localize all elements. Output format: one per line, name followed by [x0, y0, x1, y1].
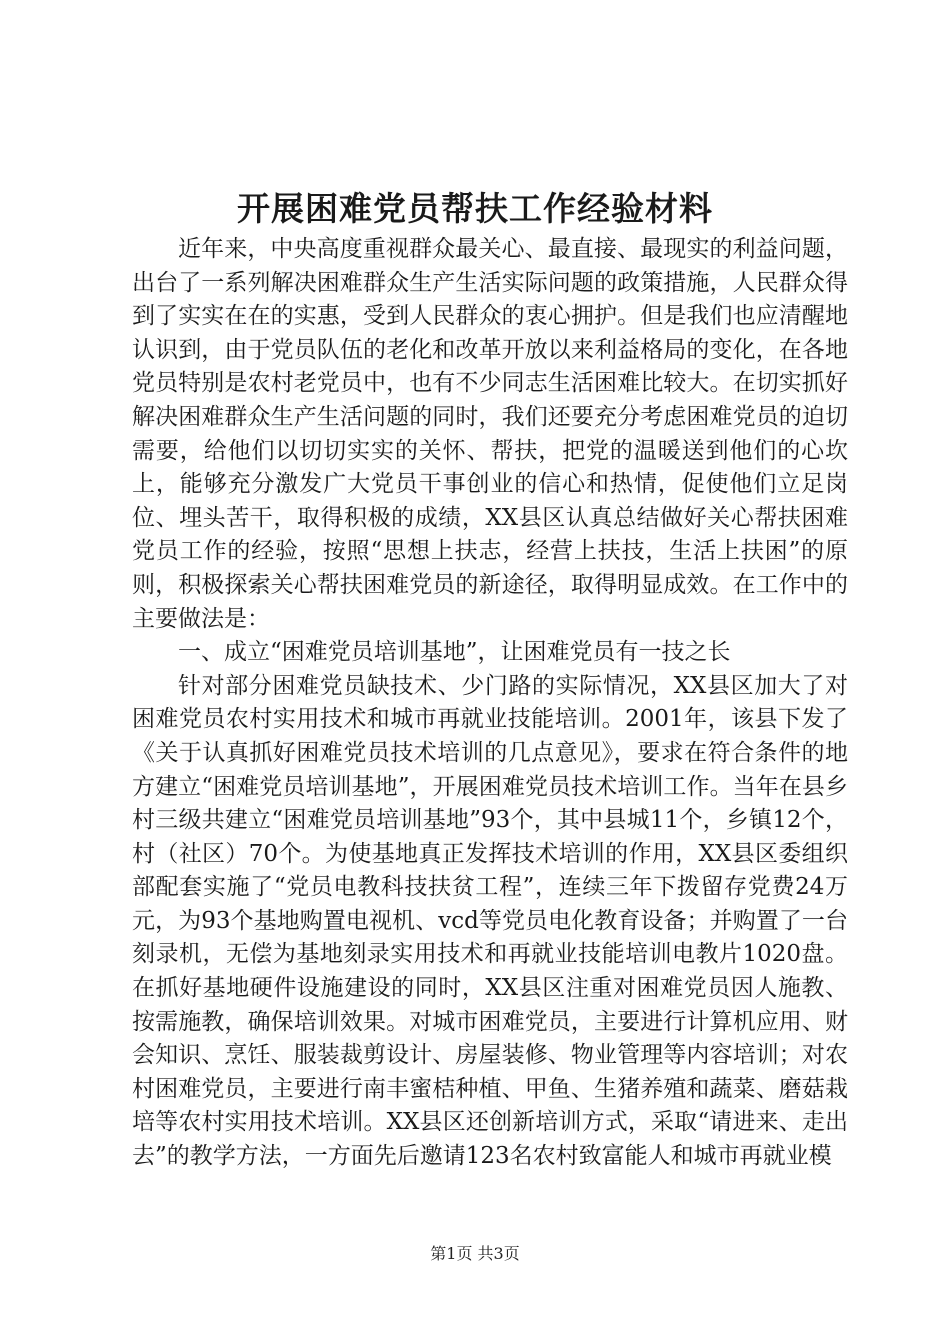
document-title: 开展困难党员帮扶工作经验材料	[237, 189, 713, 228]
paragraph-intro: 近年来，中央高度重视群众最关心、最直接、最现实的利益问题，出台了一系列解决困难群众生产生活实际问题的政策措施，人民群众得到了实实在在的实惠，受到人民群众的衷心拥护。但是我们也应清醒地认识到，由于党员队伍的老化和改革开放以来利益格局的变化，在各地党员特别是农村老党员中，也有不少同志生活困难比较大。在切实抓好解决困难群众生产生活问题的同时，我们还要充分考虑困难党员的迫切需要，给他们以切切实实的关怀、帮扶，把党的温暖送到他们的心坎上，能够充分激发广大党员干事创业的信心和热情，促使他们立足岗位、埋头苦干，取得积极的成绩，XX县区认真总结做好关心帮扶困难党员工作的经验，按照“思想上扶志，经营上扶技，生活上扶困”的原则，积极探索关心帮扶困难党员的新途径，取得明显成效。在工作中的主要做法是：	[132, 236, 848, 632]
document-body	[132, 233, 848, 1174]
page-number-footer: 第1页 共3页	[430, 1244, 520, 1263]
paragraph-section-1: 针对部分困难党员缺技术、少门路的实际情况，XX县区加大了对困难党员农村实用技术和城市再就业技能培训。2001年，该县下发了《关于认真抓好困难党员技术培训的几点意见》，要求在符合条件的地方建立“困难党员培训基地”，开展困难党员技术培训工作。当年在县乡村三级共建立“困难党员培训基地”93个，其中县城11个，乡镇12个，村（社区）70个。为使基地真正发挥技术培训的作用，XX县区委组织部配套实施了“党员电教科技扶贫工程”，连续三年下拨留存党费24万元，为93个基地购置电视机、vcd等党员电化教育设备；并购置了一台刻录机，无偿为基地刻录实用技术和再就业技能培训电教片1020盘。在抓好基地硬件设施建设的同时，XX县区注重对困难党员因人施教、按需施教，确保培训效果。对城市困难党员，主要进行计算机应用、财会知识、烹饪、服装裁剪设计、房屋装修、物业管理等内容培训；对农村困难党员，主要进行南丰蜜桔种植、甲鱼、生猪养殖和蔬菜、磨菇栽培等农村实用技术培训。XX县区还创新培训方式，采取“请进来、走出去”的教学方法，一方面先后邀请123名农村致富能人和城市再就业模	[132, 672, 848, 1170]
section-heading: 一、成立“困难党员培训基地”，让困难党员有一技之长	[178, 639, 731, 666]
